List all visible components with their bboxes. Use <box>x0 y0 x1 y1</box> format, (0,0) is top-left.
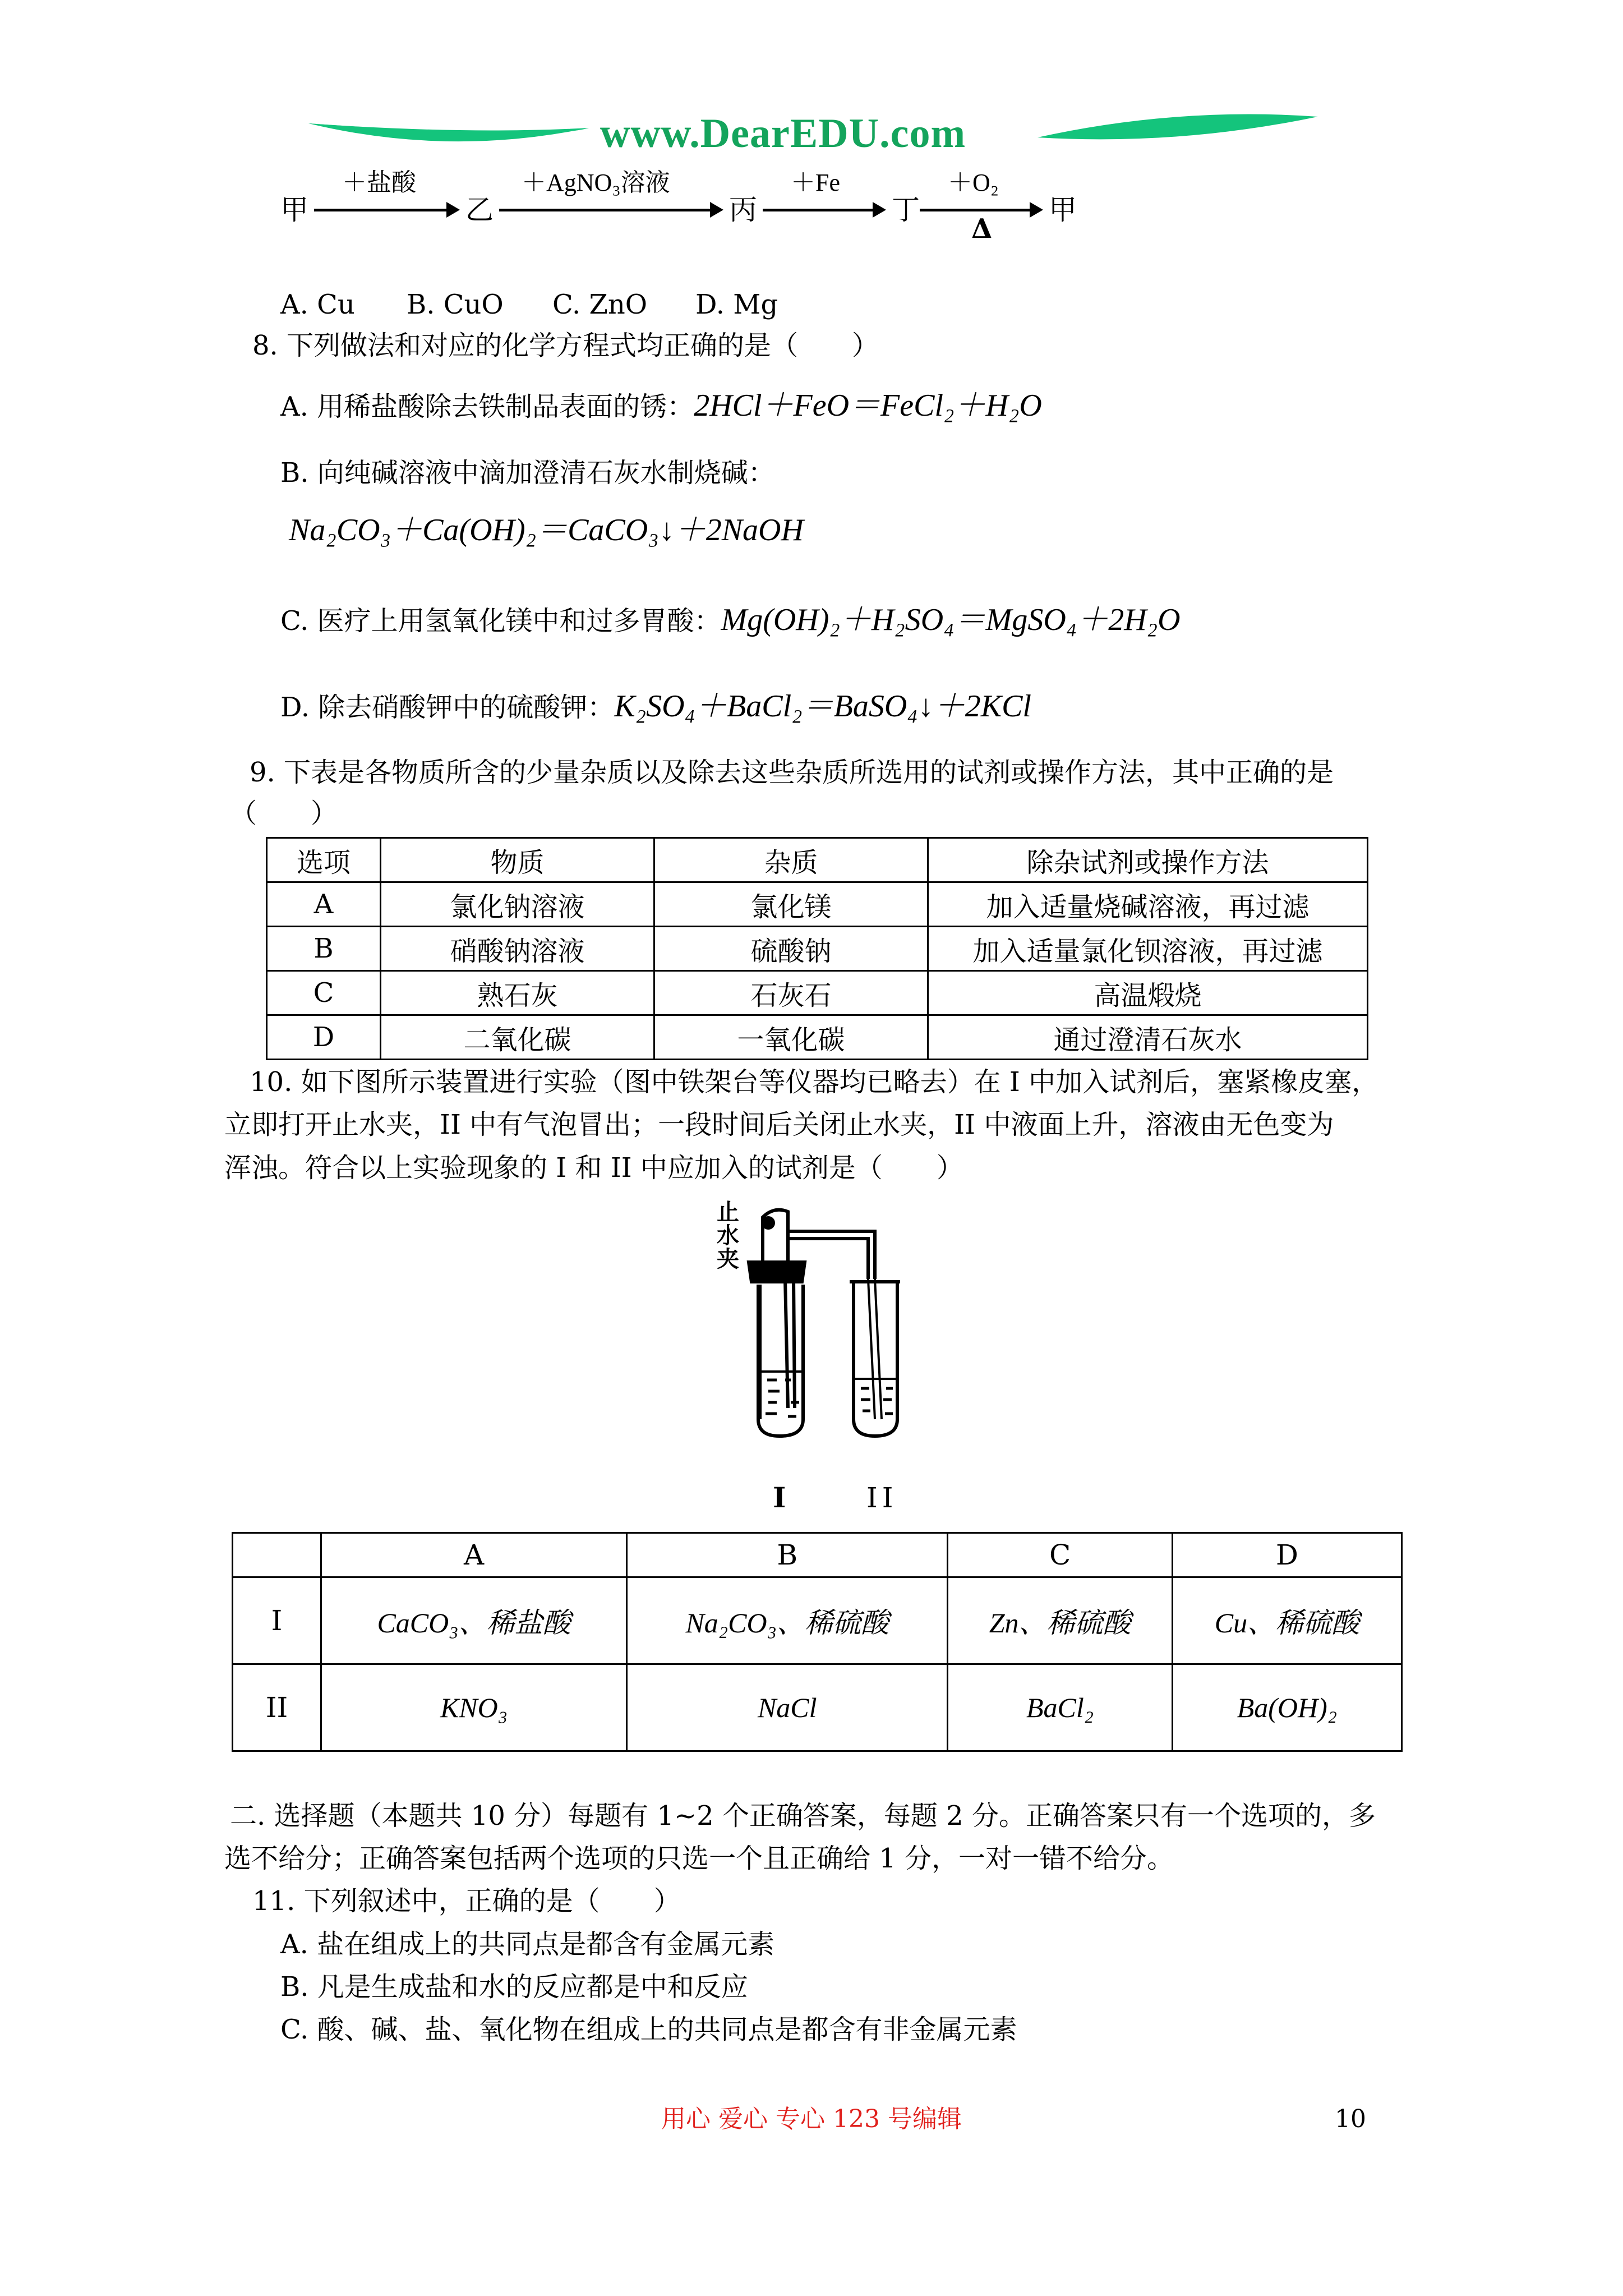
cell: Cu、稀硫酸 <box>1172 1577 1401 1664</box>
table-row <box>267 882 1368 927</box>
cell: 氯化镁 <box>654 882 928 927</box>
section-2-line: 二. 选择题（本题共 10 分）每题有 1~2 个正确答案，每题 2 分。正确答案只有一个选项的，多 <box>230 1800 1376 1832</box>
cell: BaCl₂ <box>948 1664 1172 1751</box>
q11-option-b: B. 凡是生成盐和水的反应都是中和反应 <box>280 1971 748 2003</box>
cell: Zn、稀硫酸 <box>948 1577 1172 1664</box>
table-header-row <box>267 838 1368 882</box>
q10-line: 浑浊。符合以上实验现象的 I 和 II 中应加入的试剂是（ ） <box>224 1152 963 1184</box>
q9-stem: 9. 下表是各物质所含的少量杂质以及除去这些杂质所选用的试剂或操作方法，其中正确的是 <box>250 757 1334 788</box>
cell: KNO₃ <box>321 1664 627 1751</box>
clamp-label: 止水夹 <box>717 1199 739 1272</box>
cell: 硝酸钠溶液 <box>381 927 654 971</box>
equation: K₂SO₄＋BaCl₂＝BaSO₄↓＋2KCl <box>614 689 1031 724</box>
q10-table <box>232 1532 1403 1752</box>
tube-1-label: I <box>773 1481 786 1514</box>
q8-option-b: B. 向纯碱溶液中滴加澄清石灰水制烧碱： <box>280 457 775 489</box>
equation: 2HCl＋FeO＝FeCl₂＋H₂O <box>694 388 1042 423</box>
logo-text: www.DearEDU.com <box>600 111 966 157</box>
site-logo <box>308 112 1318 163</box>
arrow-icon <box>314 209 460 212</box>
chain-node: 甲 <box>280 194 308 226</box>
q8-option-c <box>280 601 1181 639</box>
table-header: 选项 <box>267 838 381 882</box>
arrow-icon <box>920 209 1043 212</box>
chain-reagent: ＋O₂ <box>948 169 999 196</box>
q10-line: 10. 如下图所示装置进行实验（图中铁架台等仪器均已略去）在 I 中加入试剂后，塞紧橡皮塞， <box>250 1066 1379 1098</box>
cell: NaCl <box>627 1664 948 1751</box>
option-text: D. 除去硝酸钾中的硫酸钾： <box>280 692 615 723</box>
cell: 高温煅烧 <box>928 971 1368 1015</box>
cell: I <box>233 1577 321 1664</box>
cell: 通过澄清石灰水 <box>928 1015 1368 1060</box>
cell: D <box>267 1015 381 1060</box>
table-header: 物质 <box>381 838 654 882</box>
chain-node: 甲 <box>1049 194 1077 226</box>
arrow-icon <box>499 209 723 212</box>
option-text: C. 医疗上用氢氧化镁中和过多胃酸： <box>280 605 721 637</box>
cell: 氯化钠溶液 <box>381 882 654 927</box>
cell: 加入适量氯化钡溶液，再过滤 <box>928 927 1368 971</box>
q9-table <box>266 837 1368 1060</box>
cell: Ba(OH)₂ <box>1172 1664 1401 1751</box>
cell: 硫酸钠 <box>654 927 928 971</box>
table-header <box>233 1533 321 1577</box>
equation: Mg(OH)₂＋H₂SO₄＝MgSO₄＋2H₂O <box>721 602 1181 637</box>
q11-stem: 11. 下列叙述中，正确的是（ ） <box>252 1885 681 1917</box>
cell: 石灰石 <box>654 971 928 1015</box>
q10-line: 立即打开止水夹，II 中有气泡冒出；一段时间后关闭止水夹，II 中液面上升，溶液由无色变为 <box>224 1109 1334 1140</box>
q8-option-d <box>280 688 1031 725</box>
table-header: B <box>627 1533 948 1577</box>
table-header: 杂质 <box>654 838 928 882</box>
apparatus-figure <box>707 1195 931 1520</box>
test-tubes-icon <box>707 1195 931 1520</box>
table-row <box>267 971 1368 1015</box>
q7-option-c: C. ZnO <box>552 289 648 320</box>
section-2-line: 选不给分；正确答案包括两个选项的只选一个且正确给 1 分，一对一错不给分。 <box>224 1843 1174 1874</box>
table-row <box>267 927 1368 971</box>
footer-text: 用心 爱心 专心 123 号编辑 <box>661 2105 962 2133</box>
tube-2-label: II <box>866 1481 898 1514</box>
cell: 一氧化碳 <box>654 1015 928 1060</box>
cell: A <box>267 882 381 927</box>
chain-reagent: ＋Fe <box>791 169 840 196</box>
q8-stem: 8. 下列做法和对应的化学方程式均正确的是（ ） <box>252 330 879 361</box>
q11-option-a: A. 盐在组成上的共同点是都含有金属元素 <box>280 1929 775 1960</box>
table-row <box>267 1015 1368 1060</box>
chain-node: 丁 <box>892 194 920 226</box>
cell: Na₂CO₃、稀硫酸 <box>627 1577 948 1664</box>
q8-option-a <box>280 387 1042 425</box>
table-header: C <box>948 1533 1172 1577</box>
table-header: A <box>321 1533 627 1577</box>
table-row <box>233 1577 1402 1664</box>
table-header: 除杂试剂或操作方法 <box>928 838 1368 882</box>
cell: 熟石灰 <box>381 971 654 1015</box>
option-text: A. 用稀盐酸除去铁制品表面的锈： <box>280 391 694 422</box>
table-header-row <box>233 1533 1402 1577</box>
table-header: D <box>1172 1533 1401 1577</box>
arrow-icon <box>763 209 886 212</box>
chain-reagent: ＋AgNO₃溶液 <box>522 169 670 196</box>
chain-reagent: ＋盐酸 <box>342 169 416 196</box>
table-row <box>233 1664 1402 1751</box>
q7-option-a: A. Cu <box>280 289 355 320</box>
cell: 加入适量烧碱溶液，再过滤 <box>928 882 1368 927</box>
cell: II <box>233 1664 321 1751</box>
cell: CaCO₃、稀盐酸 <box>321 1577 627 1664</box>
q7-option-b: B. CuO <box>407 289 504 320</box>
q9-stem-end: （ ） <box>230 798 338 829</box>
cell: B <box>267 927 381 971</box>
cell: 二氧化碳 <box>381 1015 654 1060</box>
equation: Na₂CO₃＋Ca(OH)₂＝CaCO₃↓＋2NaOH <box>289 513 804 547</box>
heat-condition: Δ <box>971 213 993 245</box>
cell: C <box>267 971 381 1015</box>
chain-node: 乙 <box>465 194 494 226</box>
q11-option-c: C. 酸、碱、盐、氧化物在组成上的共同点是都含有非金属元素 <box>280 2014 1017 2045</box>
chain-node: 丙 <box>729 194 757 226</box>
reaction-chain <box>280 168 1122 252</box>
q7-option-d: D. Mg <box>695 289 778 320</box>
page-number: 10 <box>1335 2105 1366 2133</box>
